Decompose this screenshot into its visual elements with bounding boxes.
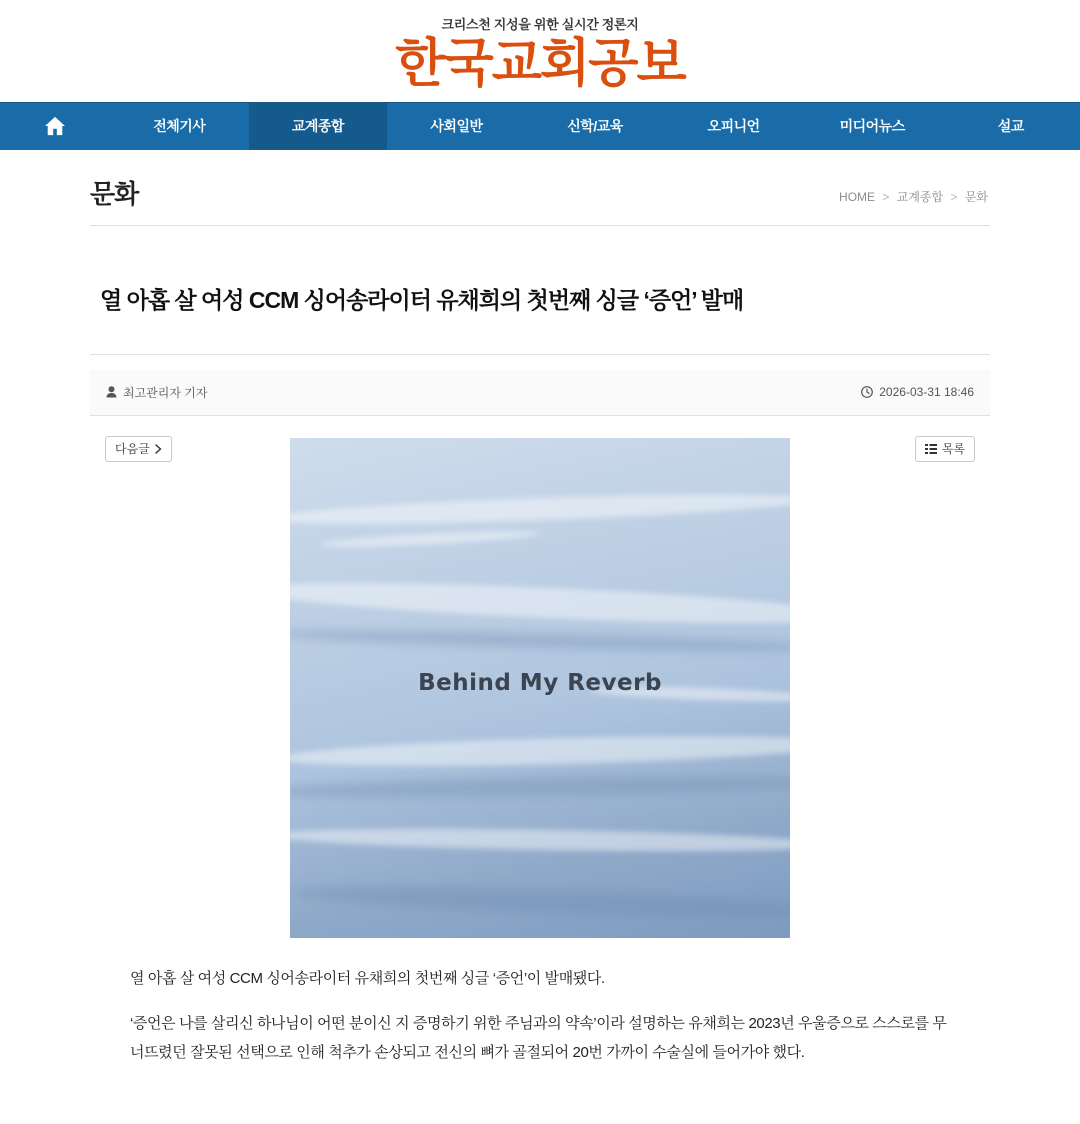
breadcrumb-category[interactable]: 교계종합	[896, 189, 944, 204]
article-date: 2026-03-31 18:46	[879, 385, 974, 400]
page-title: 문화	[90, 178, 139, 209]
article-body-area	[90, 416, 990, 1124]
article-paragraph: 열 아홉 살 여성 CCM 싱어송라이터 유채희의 첫번째 싱글 ‘증언’이 발매됐다.	[130, 969, 605, 987]
next-article-button[interactable]	[105, 436, 172, 462]
nav-item-society[interactable]: 사회일반	[430, 118, 483, 135]
site-logo[interactable]: 한국교회공보	[395, 34, 685, 94]
article-title: 열 아홉 살 여성 CCM 싱어송라이터 유채희의 첫번째 싱글 ‘증언’ 발매	[90, 241, 990, 355]
byline-date-group	[861, 385, 974, 399]
section-header	[90, 150, 990, 226]
nav-item-media-news[interactable]: 미디어뉴스	[839, 118, 905, 135]
list-icon	[925, 444, 937, 454]
breadcrumb-separator-2: >	[950, 189, 958, 204]
article-figure	[290, 438, 790, 938]
album-cover-image	[290, 438, 790, 938]
article-author: 최고관리자 기자	[123, 385, 208, 400]
byline-author-group	[106, 384, 207, 401]
article-list-button[interactable]	[915, 436, 975, 462]
clock-icon	[861, 386, 873, 398]
nav-item-sermon[interactable]: 설교	[997, 118, 1024, 135]
article-text	[130, 938, 950, 1114]
nav-item-church-general[interactable]: 교계종합	[249, 103, 388, 150]
article	[90, 241, 990, 1124]
breadcrumb-current: 문화	[964, 189, 988, 204]
home-icon[interactable]	[0, 103, 110, 150]
article-paragraph: ‘증언은 나를 살리신 하나님이 어떤 분이신 지 증명하기 위한 주님과의 약속’이라 설명하는 유채희는 2023년 우울증으로 스스로를 무너뜨렸던 잘못된 선택으로 인해 척추가 손상되고 전신의 뼈가 골절되어 20번 가까이 수술실에 들어가야 했다.	[130, 1015, 947, 1062]
article-list-label: 목록	[941, 441, 965, 456]
masthead-tagline: 크리스천 지성을 위한 실시간 정론지	[441, 17, 639, 32]
breadcrumb-home[interactable]: HOME	[839, 189, 876, 204]
nav-item-all-articles[interactable]: 전체기사	[153, 118, 206, 135]
nav-item-opinion[interactable]: 오피니언	[707, 118, 760, 135]
next-article-label: 다음글	[115, 441, 150, 456]
article-byline	[90, 370, 990, 416]
nav-item-theology-education[interactable]: 신학/교육	[567, 118, 623, 135]
user-icon	[106, 386, 117, 398]
album-title-text: Behind My Reverb	[418, 669, 662, 696]
masthead	[0, 0, 1080, 102]
breadcrumb	[837, 188, 990, 211]
chevron-right-icon	[155, 444, 162, 454]
breadcrumb-separator-1: >	[882, 189, 890, 204]
main-navigation	[0, 102, 1080, 150]
